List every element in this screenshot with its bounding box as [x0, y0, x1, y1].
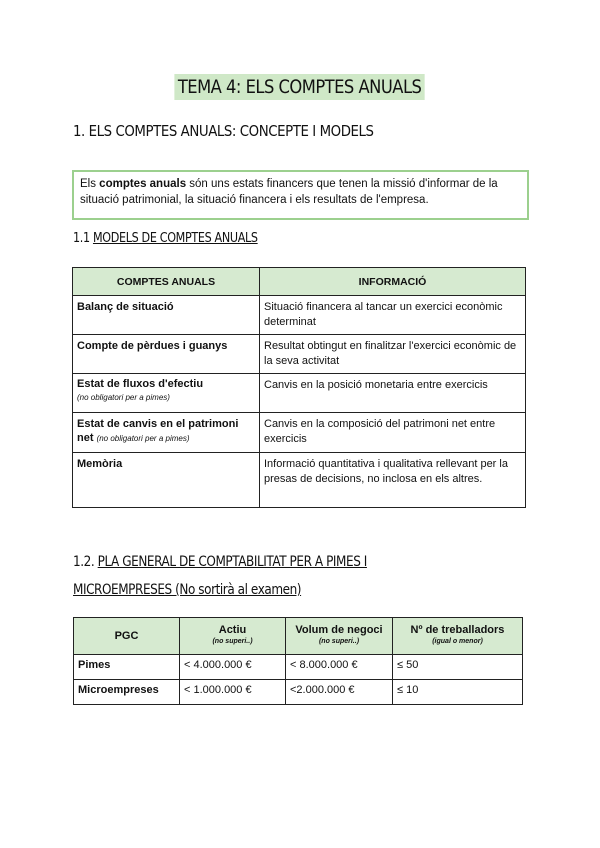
pgc-actiu: < 4.000.000 €: [180, 655, 286, 680]
models-table: [72, 267, 526, 508]
pgc-header-sub: (no superi..): [318, 638, 360, 645]
pgc-header-label: Volum de negoci: [295, 624, 383, 636]
pgc-header-label: PGC: [114, 630, 139, 642]
model-name-cell: [73, 335, 260, 374]
pgc-actiu: < 1.000.000 €: [180, 680, 286, 705]
pgc-table-header-row: [74, 618, 523, 655]
pgc-header-sub: (igual o menor): [432, 638, 483, 645]
model-name: Compte de pèrdues i guanys: [77, 340, 228, 352]
model-name-cell: [73, 413, 260, 453]
table-row: [74, 680, 523, 705]
model-name: Estat de canvis en el patrimoni net: [77, 418, 239, 444]
models-table-header-row: [73, 268, 526, 296]
models-header-comptes: COMPTES ANUALS: [73, 268, 260, 296]
pgc-header-cell: [74, 618, 180, 655]
pgc-treballadors: ≤ 10: [393, 680, 523, 705]
page-title: TEMA 4: ELS COMPTES ANUALS: [175, 74, 425, 100]
pgc-header-sub: (no superi..): [212, 638, 253, 645]
pgc-header-cell: [286, 618, 393, 655]
table-row: [74, 655, 523, 680]
table-row: [73, 335, 526, 374]
model-info: Resultat obtingut en finalitzar l'exercici econòmic de la seva activitat: [260, 335, 526, 374]
section-1-1-heading: [73, 231, 258, 246]
model-name-cell: [73, 296, 260, 335]
section-1-2-number: 1.2.: [73, 554, 98, 570]
pgc-header-cell: [393, 618, 523, 655]
pgc-type: Pimes: [74, 655, 180, 680]
models-header-informacio: INFORMACIÓ: [260, 268, 526, 296]
definition-text: són uns estats financers que tenen la missió d'informar de la situació patrimonial, la situació financera i els resultats de l'empresa.: [80, 178, 498, 206]
model-name: Memòria: [77, 458, 123, 470]
pgc-header-label: Nº de treballadors: [410, 624, 505, 636]
pgc-volum: <2.000.000 €: [286, 680, 393, 705]
section-1-1-title: MODELS DE COMPTES ANUALS: [92, 231, 258, 246]
model-info: Informació quantitativa i qualitativa rellevant per la presas de decisions, no inclosa en els altres.: [260, 453, 526, 508]
title-container: [0, 74, 600, 100]
table-row: [73, 453, 526, 508]
model-name-cell: [73, 374, 260, 413]
model-name: Estat de fluxos d'efectiu: [77, 378, 204, 390]
pgc-header-cell: [180, 618, 286, 655]
model-name-cell: [73, 453, 260, 508]
table-row: [73, 374, 526, 413]
pgc-treballadors: ≤ 50: [393, 655, 523, 680]
pgc-volum: < 8.000.000 €: [286, 655, 393, 680]
definition-box: [72, 170, 529, 220]
section-1-heading: 1. ELS COMPTES ANUALS: CONCEPTE I MODELS: [73, 122, 374, 140]
model-info: Situació financera al tancar un exercici econòmic determinat: [260, 296, 526, 335]
definition-bold-term: comptes anuals: [99, 178, 187, 190]
model-name: Balanç de situació: [77, 301, 174, 313]
pgc-type: Microempreses: [74, 680, 180, 705]
model-note: (no obligatori per a pimes): [77, 393, 170, 402]
model-info: Canvis en la composició del patrimoni net entre exercicis: [260, 413, 526, 453]
model-note: (no obligatori per a pimes): [96, 434, 190, 443]
definition-prefix: Els: [80, 178, 100, 190]
table-row: [73, 296, 526, 335]
pgc-header-label: Actiu: [218, 624, 247, 636]
section-1-2-heading: [73, 548, 469, 604]
pgc-table: [73, 617, 523, 705]
model-info: Canvis en la posició monetaria entre exercicis: [260, 374, 526, 413]
section-1-1-number: 1.1: [73, 231, 93, 246]
table-row: [73, 413, 526, 453]
section-1-2-title: PLA GENERAL DE COMPTABILITAT PER A PIMES I MICROEMPRESES (No sortirà al examen): [73, 554, 367, 598]
